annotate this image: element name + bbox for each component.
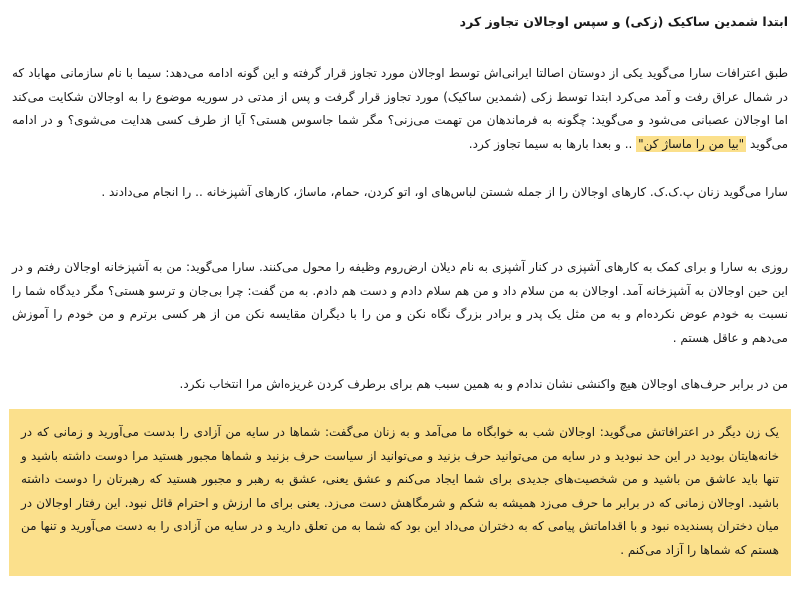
quote-box-text: یک زن دیگر در اعترافاتش می‌گوید: اوجالان شب به خوابگاه ما می‌آمد و به زنان می‌گفت: شماها در سایه من آزادی را بدست می‌آورید و زمانی که در خانه‌هایتان بودید در این حد نبودید و در سایه من می‌توانید حرف بزنید و می‌توانید از سیاست حرف بزنید و شماها مجبور هستید مرا دوست داشته باشید و تنها باید عاشق من باشید و من شخصیت‌های جدیدی برای شما ایجاد می‌کنم و عشق یعنی، عشق به رهبر و مجبور هستید که رهبرتان را دوست داشته باشید. اوجالان زمانی که در برابر ما حرف می‌زد همیشه به شکم و شرمگاهش دست می‌زد. یعنی برای ما ارزش و احترام قائل نبود. این رفتار اوجالان در میان دختران پسندیده نبود و با اقداماتش پیامی که به دختران می‌داد این بود که شما به من تعلق دارید و در سایه من آزادی را به دست می‌آورید و تنها من هستم که شماها را آزاد می‌کنم . — [21, 425, 779, 557]
paragraph-chores: سارا می‌گوید زنان پ.ک.ک. کارهای اوجالان را از جمله شستن لباس‌های او، اتو کردن، حمام، ماساژ، کارهای آشپزخانه .. را انجام می‌دادند . — [101, 185, 788, 199]
paragraph-reaction: من در برابر حرف‌های اوجالان هیچ واکنشی نشان ندادم و به همین سبب هم برای برطرف کردن غریزه‌اش مرا انتخاب نکرد. — [179, 377, 788, 391]
article-heading: ابتدا شمدین ساکیک (زکی) و سپس اوجالان تجاوز کرد — [459, 14, 788, 29]
paragraph-1-text-end: .. و بعدا بارها به سیما تجاوز کرد. — [468, 136, 637, 151]
paragraph-1-text: طبق اعترافات سارا می‌گوید یکی از دوستان اصالتا ایرانی‌اش توسط اوجالان مورد تجاوز قرار گرفته و این گونه ادامه می‌دهد: سیما با نام سازمانی مهاباد که در شمال عراق رفت و آمد می‌کرد ابتدا توسط زکی (شمدین ساکیک) مورد تجاوز قرار گرفت و پس از مدتی در سوریه موضوع را به اوجالان شکایت می‌کند اما اوجالان عصبانی می‌شود و می‌گوید: چگونه به فرماندهان من تهمت می‌زنی؟ مگر شما جاسوس هستی؟ آیا از طرف کسی هدایت می‌شوی؟ و در ادامه می‌گوید — [12, 66, 788, 151]
paragraph-kitchen: روزی به سارا و برای کمک به کارهای آشپزی در کنار آشپزی به نام دیلان ارض‌روم وظیفه را محول می‌کنند. سارا می‌گوید: من به آشپزخانه اوجالان رفتم و در این حین اوجالان به آشپزخانه آمد. اوجالان به من سلام داد و من هم سلام دادم و دست هم دادم. به من گفت: چرا بی‌جان و ترسو هستی؟ مگر دیدگاه شما را نسبت به خودم عوض نکرده‌ام و به من مثل یک پدر و برادر بزرگ نگاه نکن و من را با دیگران مقایسه نکن من از هر کسی برترم و من خودم را آموزش می‌دهم و عاقل هستم . — [12, 260, 788, 345]
highlighted-quote: "بیا من را ماساژ کن" — [638, 136, 745, 151]
highlighted-quote-box — [9, 409, 791, 576]
paragraph-confession-sima — [12, 62, 788, 156]
